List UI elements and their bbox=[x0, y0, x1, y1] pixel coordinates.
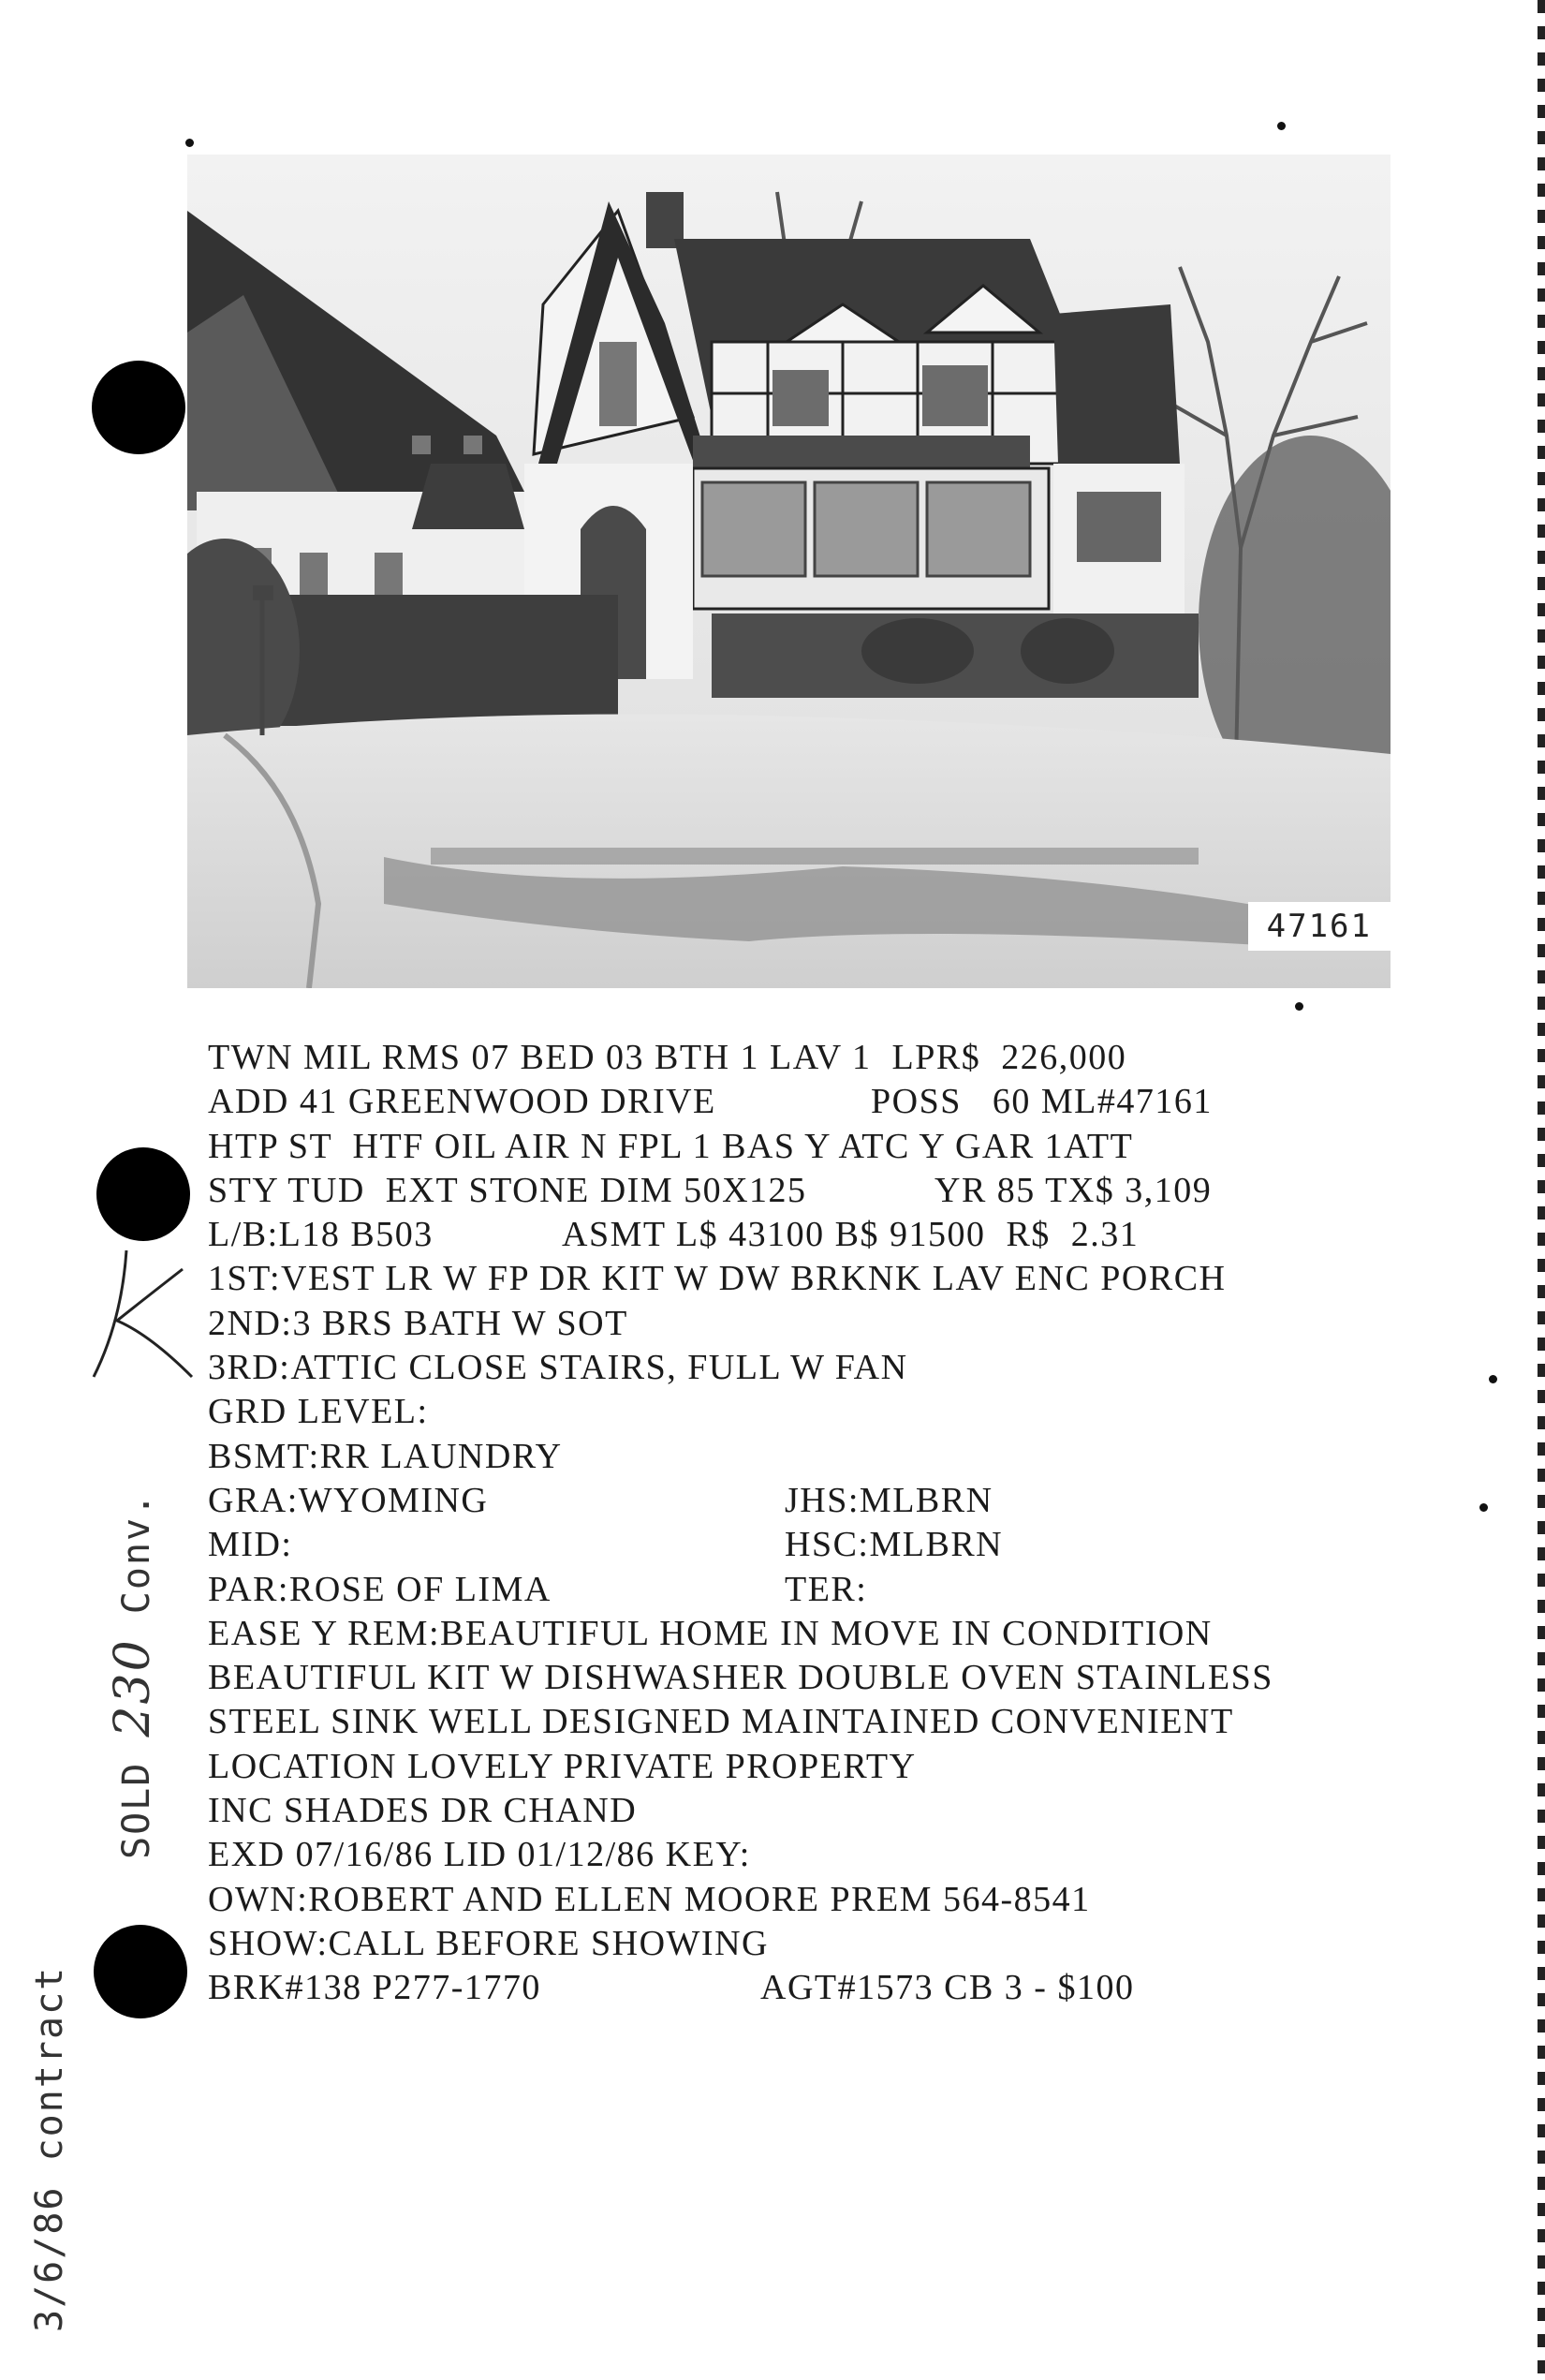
listing-row-first-floor bbox=[208, 1257, 1285, 1301]
speck bbox=[1295, 1002, 1303, 1011]
listing-text: PAR:ROSE OF LIMA bbox=[208, 1569, 552, 1609]
listing-row-dates bbox=[208, 1833, 1285, 1877]
listing-row-remarks-4 bbox=[208, 1745, 1285, 1789]
speck bbox=[1479, 1503, 1488, 1512]
page-edge-perforation bbox=[1538, 0, 1545, 2380]
listing-row-remarks-3 bbox=[208, 1700, 1285, 1744]
listing-text: YR 85 TX$ 3,109 bbox=[934, 1170, 1213, 1210]
listing-row-broker bbox=[208, 1966, 1285, 2010]
speck bbox=[185, 139, 194, 147]
listing-text: OWN:ROBERT AND ELLEN MOORE PREM 564-8541 bbox=[208, 1879, 1091, 1919]
listing-text: LOCATION LOVELY PRIVATE PROPERTY bbox=[208, 1746, 917, 1786]
punch-hole-bottom bbox=[94, 1925, 187, 2018]
listing-text: HSC:MLBRN bbox=[785, 1525, 1004, 1565]
listing-row-heating bbox=[208, 1125, 1285, 1169]
listing-text: ADD 41 GREENWOOD DRIVE bbox=[208, 1082, 716, 1122]
listing-details bbox=[208, 1036, 1285, 2011]
house-photo bbox=[187, 155, 1390, 988]
contract-annotation: 3/6/86 contract bbox=[28, 1965, 71, 2332]
listing-text: SHOW:CALL BEFORE SHOWING bbox=[208, 1923, 769, 1963]
listing-text: POSS 60 ML#47161 bbox=[871, 1082, 1213, 1122]
listing-text: HTP ST HTF OIL AIR N FPL 1 BAS Y ATC Y GAR 1ATT bbox=[208, 1126, 1134, 1166]
listing-text: 3RD:ATTIC CLOSE STAIRS, FULL W FAN bbox=[208, 1348, 908, 1388]
listing-text: TER: bbox=[785, 1569, 868, 1609]
sold-annotation bbox=[105, 1492, 161, 1859]
listing-row-address bbox=[208, 1080, 1285, 1124]
listing-text: 2ND:3 BRS BATH W SOT bbox=[208, 1303, 628, 1343]
listing-text: GRD LEVEL: bbox=[208, 1392, 429, 1432]
listing-text: BEAUTIFUL KIT W DISHWASHER DOUBLE OVEN STAINLESS bbox=[208, 1658, 1273, 1698]
listing-row-ground-level bbox=[208, 1390, 1285, 1434]
sold-prefix: SOLD bbox=[115, 1761, 158, 1859]
listing-text: STEEL SINK WELL DESIGNED MAINTAINED CONVENIENT bbox=[208, 1702, 1234, 1742]
listing-row-schools-2 bbox=[208, 1523, 1285, 1567]
listing-text: BSMT:RR LAUNDRY bbox=[208, 1436, 563, 1476]
listing-row-town bbox=[208, 1036, 1285, 1080]
listing-text: EXD 07/16/86 LID 01/12/86 KEY: bbox=[208, 1835, 751, 1875]
listing-row-schools-1 bbox=[208, 1479, 1285, 1523]
handwritten-k-mark bbox=[84, 1246, 197, 1390]
speck bbox=[1489, 1375, 1497, 1383]
listing-row-included bbox=[208, 1789, 1285, 1833]
listing-text: AGT#1573 CB 3 - $100 bbox=[760, 1968, 1135, 2008]
listing-text: 1ST:VEST LR W FP DR KIT W DW BRKNK LAV ENC PORCH bbox=[208, 1259, 1227, 1299]
listing-text: STY TUD EXT STONE DIM 50X125 bbox=[208, 1170, 807, 1210]
listing-row-showing bbox=[208, 1922, 1285, 1966]
listing-row-parish bbox=[208, 1568, 1285, 1612]
listing-row-style bbox=[208, 1169, 1285, 1213]
listing-row-basement bbox=[208, 1435, 1285, 1479]
punch-hole-middle bbox=[96, 1147, 190, 1241]
speck bbox=[1277, 122, 1286, 130]
listing-row-lot-block bbox=[208, 1213, 1285, 1257]
listing-text: MID: bbox=[208, 1525, 293, 1565]
listing-text: L/B:L18 B503 bbox=[208, 1215, 434, 1255]
listing-text: GRA:WYOMING bbox=[208, 1480, 489, 1520]
listing-row-remarks-1 bbox=[208, 1612, 1285, 1656]
listing-row-remarks-2 bbox=[208, 1656, 1285, 1700]
photo-listing-number: 47161 bbox=[1248, 902, 1390, 951]
sold-amount: 230 bbox=[105, 1638, 161, 1737]
listing-row-second-floor bbox=[208, 1302, 1285, 1346]
listing-text: TWN MIL RMS 07 BED 03 BTH 1 LAV 1 LPR$ 226,000 bbox=[208, 1038, 1127, 1077]
punch-hole-top bbox=[92, 361, 185, 454]
listing-row-third-floor bbox=[208, 1346, 1285, 1390]
listing-text: ASMT L$ 43100 B$ 91500 R$ 2.31 bbox=[562, 1215, 1140, 1255]
house-illustration bbox=[187, 155, 1390, 988]
listing-text: JHS:MLBRN bbox=[785, 1480, 993, 1520]
sold-suffix: Conv. bbox=[115, 1491, 158, 1615]
listing-text: EASE Y REM:BEAUTIFUL HOME IN MOVE IN CONDITION bbox=[208, 1613, 1213, 1653]
listing-row-owner bbox=[208, 1878, 1285, 1922]
listing-text: BRK#138 P277-1770 bbox=[208, 1968, 541, 2008]
listing-text: INC SHADES DR CHAND bbox=[208, 1791, 638, 1831]
